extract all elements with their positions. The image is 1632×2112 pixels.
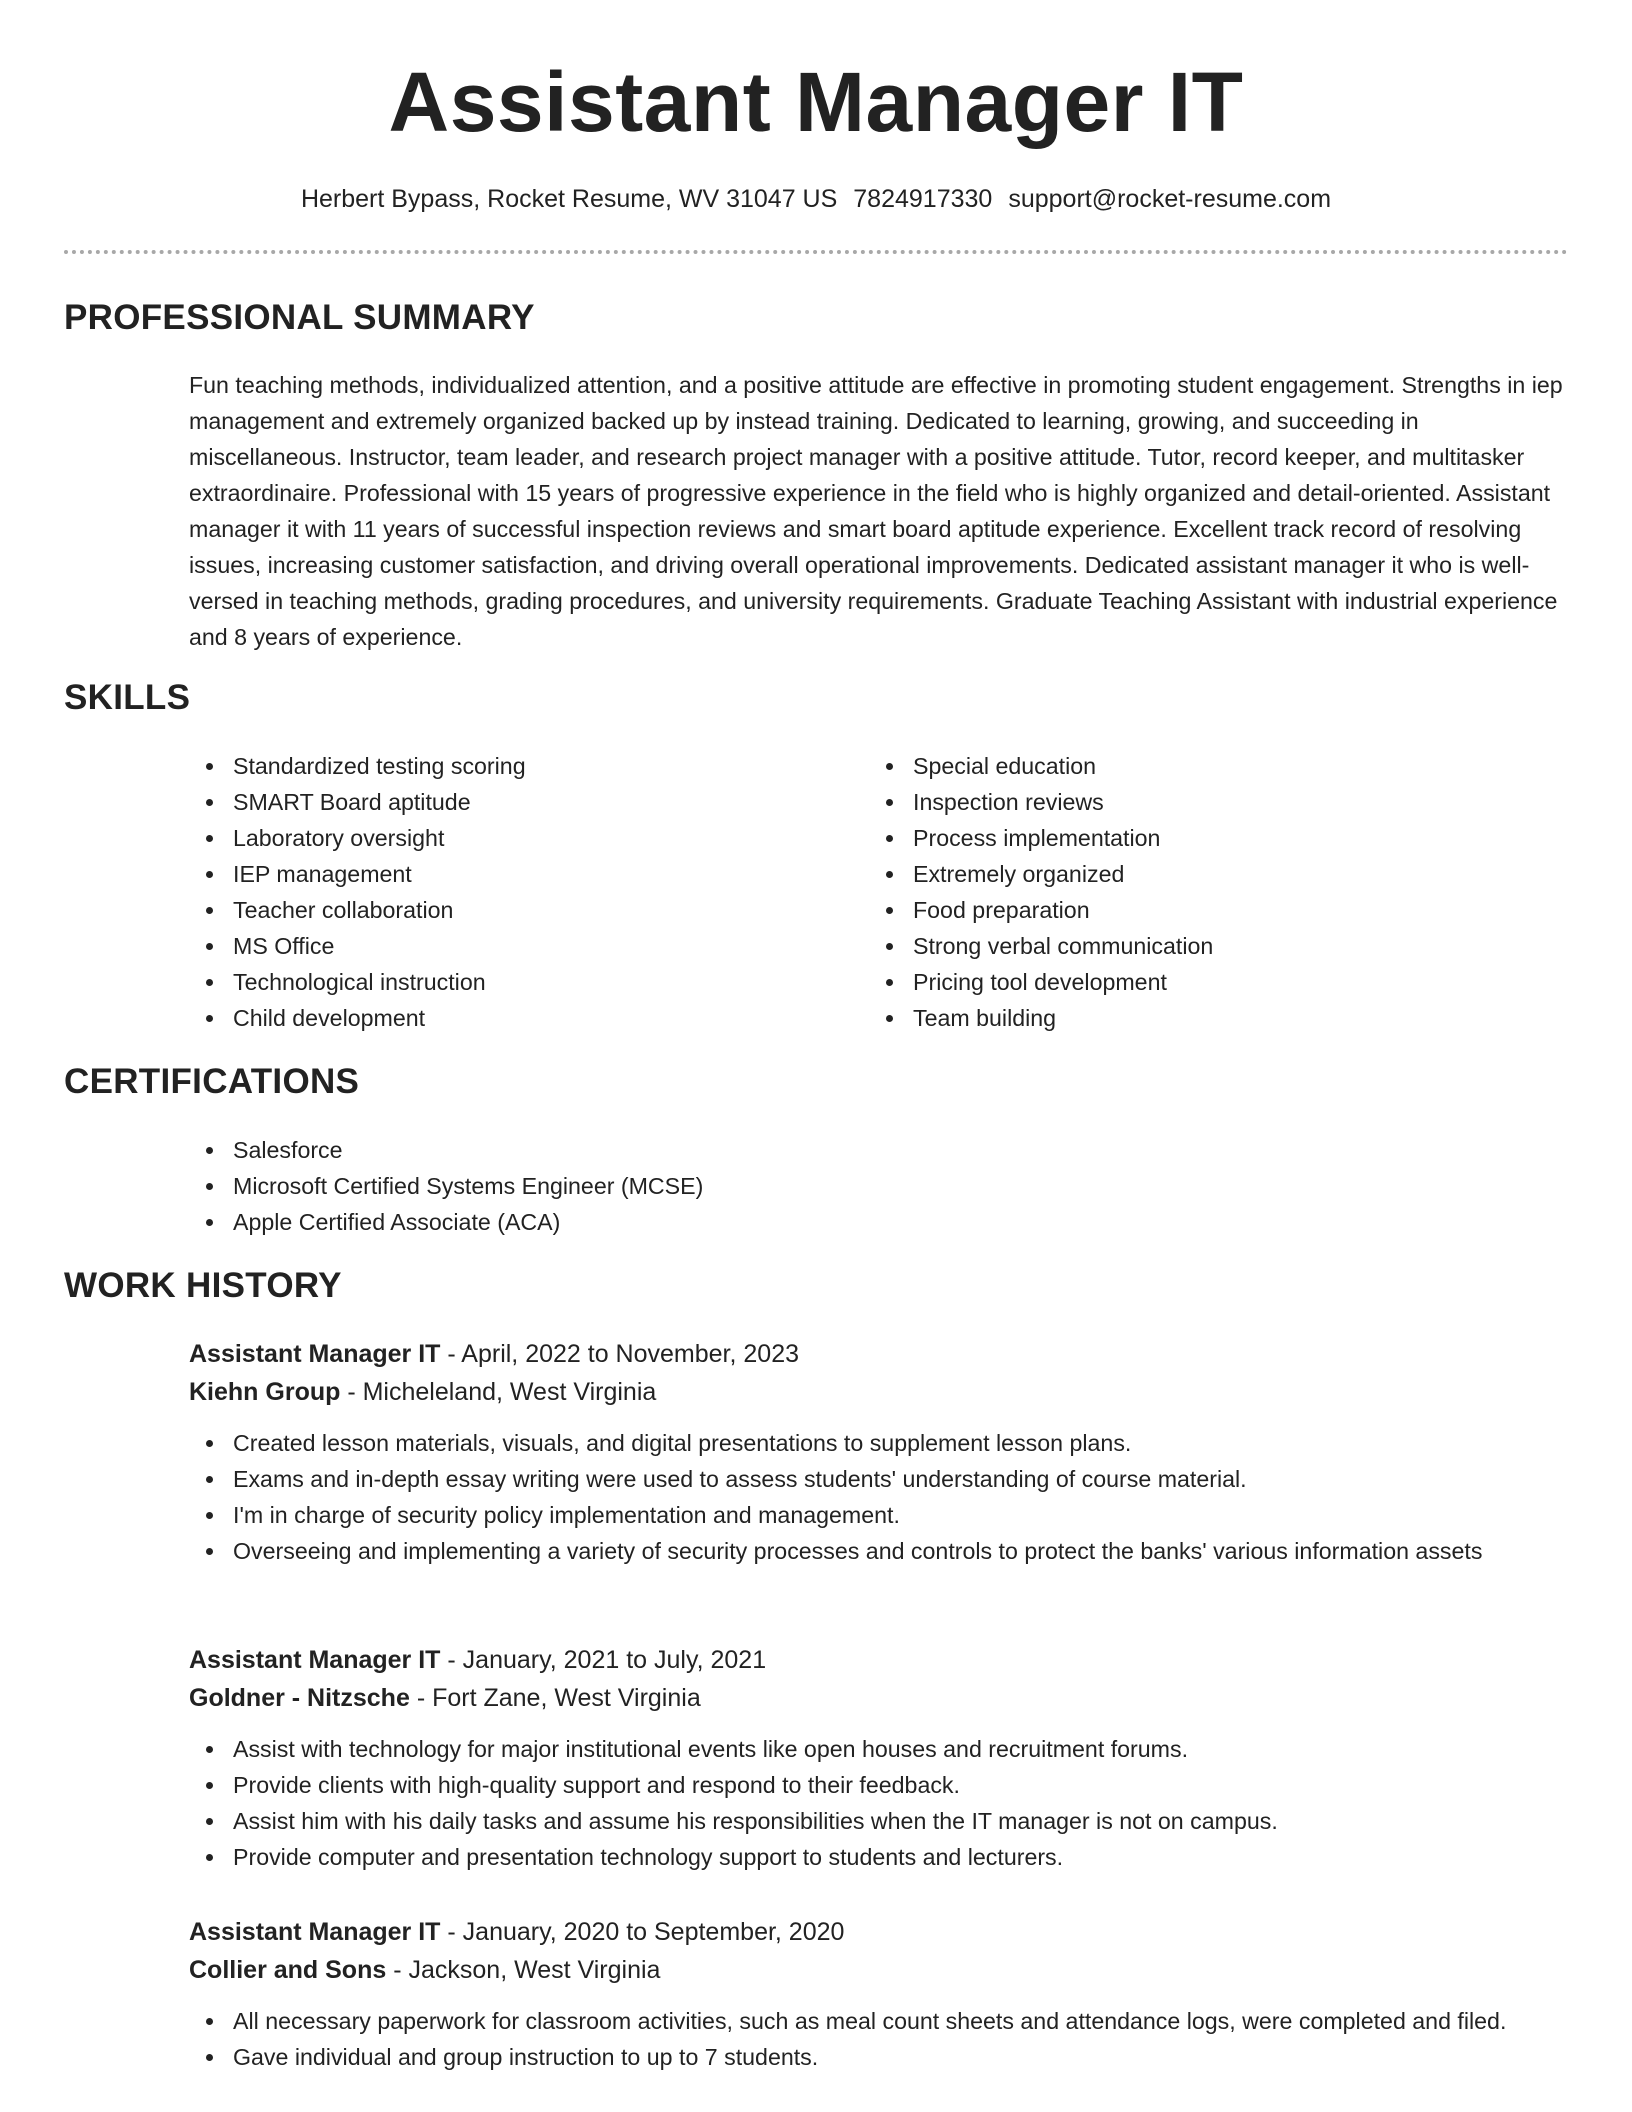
- skill-item: SMART Board aptitude: [189, 784, 849, 820]
- job-title: Assistant Manager IT: [189, 1646, 441, 1674]
- candidate-name: Assistant Manager IT: [388, 55, 1244, 149]
- job-title-line: [189, 1913, 1569, 1951]
- skill-item: IEP management: [189, 856, 849, 892]
- skill-item: Strong verbal communication: [869, 928, 1529, 964]
- job-title-line: [189, 1641, 1569, 1679]
- job-company: Kiehn Group: [189, 1378, 341, 1406]
- section-title-work-history: WORK HISTORY: [64, 1266, 342, 1305]
- job-company-line: [189, 1373, 1569, 1411]
- skill-item: Inspection reviews: [869, 784, 1529, 820]
- skill-item: Teacher collaboration: [189, 892, 849, 928]
- section-title-certifications: CERTIFICATIONS: [64, 1062, 360, 1101]
- certification-item: Apple Certified Associate (ACA): [189, 1204, 1089, 1240]
- job-dates: - January, 2020 to September, 2020: [440, 1918, 845, 1946]
- job-bullet: Assist him with his daily tasks and assume his responsibilities when the IT manager is not on campus.: [189, 1803, 1569, 1839]
- summary-text: Fun teaching methods, individualized attention, and a positive attitude are effective in promoting student engagement. Strengths in iep management and extremely organized backed up by instead training. Dedicated to learning, growing, and succeeding in miscellaneous. Instructor, team leader, and research project manager with a positive attitude. Tutor, record keeper, and multitasker extraordinaire. Professional with 15 years of progressive experience in the field who is highly organized and detail-oriented. Assistant manager it with 11 years of successful inspection reviews and smart board aptitude experience. Excellent track record of resolving issues, increasing customer satisfaction, and driving overall operational improvements. Dedicated assistant manager it who is well-versed in teaching methods, grading procedures, and university requirements. Graduate Teaching Assistant with industrial experience and 8 years of experience.: [189, 372, 1563, 650]
- skill-item: MS Office: [189, 928, 849, 964]
- skill-item: Technological instruction: [189, 964, 849, 1000]
- skills-list-right: [869, 748, 1529, 1036]
- section-title-summary: PROFESSIONAL SUMMARY: [64, 298, 535, 337]
- certification-item: Salesforce: [189, 1132, 1089, 1168]
- job-title: Assistant Manager IT: [189, 1918, 441, 1946]
- job-company-line: [189, 1679, 1569, 1717]
- skill-item: Child development: [189, 1000, 849, 1036]
- skill-item: Extremely organized: [869, 856, 1529, 892]
- job-bullet: Assist with technology for major institutional events like open houses and recruitment forums.: [189, 1731, 1569, 1767]
- job-bullet: Overseeing and implementing a variety of security processes and controls to protect the banks' various information assets: [189, 1533, 1569, 1569]
- job-bullet: Exams and in-depth essay writing were used to assess students' understanding of course material.: [189, 1461, 1569, 1497]
- certification-item: Microsoft Certified Systems Engineer (MCSE): [189, 1168, 1089, 1204]
- skill-item: Standardized testing scoring: [189, 748, 849, 784]
- contact-line: [0, 182, 1632, 216]
- job-entry: [189, 1335, 1569, 1569]
- skills-list-left: [189, 748, 849, 1036]
- job-bullets: [189, 1731, 1569, 1875]
- contact-email: support@rocket-resume.com: [1008, 185, 1332, 213]
- skill-item: Pricing tool development: [869, 964, 1529, 1000]
- job-title: Assistant Manager IT: [189, 1340, 441, 1368]
- skill-item: Food preparation: [869, 892, 1529, 928]
- certifications-list: [189, 1132, 1089, 1240]
- header-divider: [64, 250, 1568, 254]
- job-bullet: Provide clients with high-quality support and respond to their feedback.: [189, 1767, 1569, 1803]
- section-title-skills: SKILLS: [64, 678, 191, 717]
- job-location: - Fort Zane, West Virginia: [409, 1684, 701, 1712]
- job-entry: [189, 1641, 1569, 1875]
- job-title-line: [189, 1335, 1569, 1373]
- job-location: - Micheleland, West Virginia: [340, 1378, 657, 1406]
- job-location: - Jackson, West Virginia: [386, 1956, 661, 1984]
- skill-item: Laboratory oversight: [189, 820, 849, 856]
- contact-phone: 7824917330: [853, 185, 993, 213]
- skill-item: Team building: [869, 1000, 1529, 1036]
- skill-item: Process implementation: [869, 820, 1529, 856]
- job-bullet: Provide computer and presentation technology support to students and lecturers.: [189, 1839, 1569, 1875]
- job-bullets: [189, 1425, 1569, 1569]
- job-bullet: Gave individual and group instruction to up to 7 students.: [189, 2039, 1569, 2075]
- job-bullet: All necessary paperwork for classroom activities, such as meal count sheets and attendance logs, were completed and filed.: [189, 2003, 1569, 2039]
- job-company-line: [189, 1951, 1569, 1989]
- skill-item: Special education: [869, 748, 1529, 784]
- job-bullets: [189, 2003, 1569, 2075]
- job-entry: [189, 1913, 1569, 2075]
- contact-address: Herbert Bypass, Rocket Resume, WV 31047 US: [300, 185, 838, 213]
- job-company: Collier and Sons: [189, 1956, 387, 1984]
- job-dates: - January, 2021 to July, 2021: [440, 1646, 767, 1674]
- job-bullet: Created lesson materials, visuals, and digital presentations to supplement lesson plans.: [189, 1425, 1569, 1461]
- job-dates: - April, 2022 to November, 2023: [440, 1340, 799, 1368]
- job-company: Goldner - Nitzsche: [189, 1684, 410, 1712]
- job-bullet: I'm in charge of security policy implementation and management.: [189, 1497, 1569, 1533]
